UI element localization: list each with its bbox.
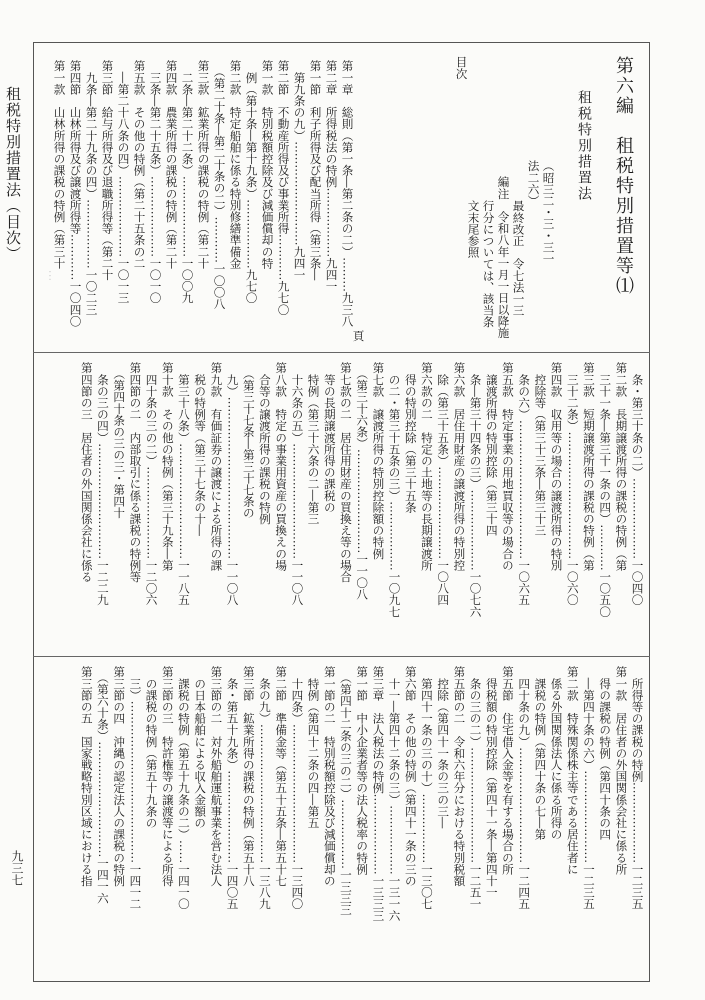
toc-entry: 第一款 山林所得の課税の特例（第三十 [52,60,67,269]
toc-entry: 条―第三十四条の三）…………………一〇七六 [468,362,483,618]
toc-entry: 係る外国関係法人に係る所得の [549,666,564,840]
toc-band-lower [40,666,645,968]
toc-entry: 三）……………………………………一四一二 [128,666,143,910]
toc-entry: 等の長期譲渡所得の課税の [322,362,337,513]
toc-entry: 特例（第三十六条の二―第三 [306,362,321,525]
toc-entry: 第五節 住宅借入金等を有する場合の所 [500,666,515,875]
toc-entry: の二・第三十五条の三）………………一〇九七 [387,362,402,618]
toc-entry: （第六十条）…………………………一四一六 [95,666,110,904]
toc-entry: 条の六）………………………………一〇六五 [517,362,532,606]
toc-entry: 第一節 中小企業者等の法人税率の特例 [355,666,370,875]
toc-entry: 第二節 不動産所得及び事業所得…………九七〇 [276,60,291,316]
toc-entry: 条の三の二）…………………………一二五一 [468,666,483,910]
toc-entry: 第六款の二 特定の土地等の長期譲渡所 [419,362,434,571]
toc-entry: 第三款 短期譲渡所得の課税の特例（第 [581,362,596,571]
band-divider-upper [33,352,650,353]
toc-entry: 除（第三十五条）……………………一〇八四 [436,362,451,606]
toc-entry: 課税の特例（第五十九条の二）……一四一〇 [176,666,191,910]
toc-entry: 得の特別控除（第三十五条 [403,362,418,513]
law-number-line-1: （昭三二・三・三一 [541,160,556,265]
toc-band-upper [40,60,355,345]
part-title: 第六編 租税特別措置等⑴ [613,56,634,296]
toc-entry: 二条―第二十二条）…………………一〇〇九 [180,60,195,304]
toc-entry: 四十条の九）…………………………一二四五 [517,666,532,910]
law-number-line-2: 法二六） [526,160,541,207]
toc-entry: 十四条）………………………………一三四〇 [290,666,305,910]
toc-entry: 九）……………………………………一一〇八 [225,362,240,606]
toc-entry: 第二章 所得税法の特例………………九四一 [324,60,339,292]
toc-entry: 第三章 法人税法の特例…………………一三三三 [371,666,386,922]
editor-note-line-3: 文末尾参照 [466,200,481,258]
toc-entry: （第三十七条―第三十七条の [241,362,256,519]
toc-entry: 譲渡所得の特別控除（第三十四 [484,362,499,536]
bleed-through-mark: ︙ [43,270,56,281]
toc-band-middle [40,362,645,647]
toc-entry: 十一―第四十二条の三）………………一三一六 [387,666,402,922]
toc-entry: （第四十二条の三の二）………………一三三三 [338,666,353,916]
toc-entry: 第三款 鉱業所得の課税の特例（第二十 [196,60,211,269]
toc-entry: ―第二十八条の四）…………………一〇一三 [116,60,131,304]
toc-entry: の日本船舶による収入金額の [193,666,208,829]
toc-entry: 第一節 利子所得及び配当所得（第三条― [308,60,323,281]
toc-entry: 第三節の三 特許権等の譲渡等による所得 [160,666,175,887]
toc-entry: 第九条の九）………………………九四一 [292,60,307,281]
toc-entry: 税の特例等（第三十七条の十― [193,362,208,536]
toc-entry: 得の課税の特例（第四十条の四 [598,666,613,840]
toc-entry: 合等の譲渡所得の課税の特例 [257,362,272,525]
toc-entry: 十六条の五）…………………………一一〇八 [290,362,305,606]
toc-entry: 第四節の三 居住者の外国関係会社に係る [79,362,94,583]
toc-entry: 第二款 特定船舶に係る特別修繕準備金 [228,60,243,269]
toc-entry: 控除（第四十一条の三の三― [436,666,451,829]
toc-entry: 条の三の四）…………………………一二二九 [95,362,110,606]
toc-entry: （第二十条―第二十条の二）…………一〇〇八 [212,60,227,310]
toc-entry: 第六款 居住用財産の譲渡所得の特別控 [452,362,467,571]
toc-entry: 条・第五十九条）……………………一四〇五 [225,666,240,910]
toc-entry: 四十条の三の二）……………………一二〇六 [144,362,159,606]
toc-entry: 三十一条―第三十一条の四）…………一〇五〇 [598,362,613,618]
toc-entry: 九条―第二十九条の四）………………一〇二三 [84,60,99,316]
toc-entry: 第四十一条の三の十）………………一三〇七 [419,666,434,910]
toc-entry: の課税の特例（第五十九条の [144,666,159,829]
toc-entry: ―第四十条の六）……………………一二三五 [581,666,596,910]
page-number: 九三七 [10,850,24,886]
toc-entry: 得税額の特別控除（第四十一条―第四十一 [484,666,499,898]
toc-entry: 第八款 特定の事業用資産の買換えの場 [274,362,289,571]
toc-entry: 第四節の二 内部取引に係る課税の特例等 [128,362,143,583]
toc-heading: 目次 [454,56,469,80]
toc-entry: 控除等（第三十三条―第三十三 [533,362,548,536]
toc-entry: 第一款 居住者の外国関係会社に係る所 [614,666,629,875]
toc-entry: 第七款 譲渡所得の特別控除額の特例 [371,362,386,560]
toc-entry: （第三十六条）………………………一一〇八 [355,362,370,600]
toc-entry: 第四款 農業所得の課税の特例（第二十 [164,60,179,269]
toc-entry: 第三節 給与所得及び退職所得等（第二十 [100,60,115,281]
toc-entry: 第三十八条）…………………………一一八五 [176,362,191,606]
toc-entry: 例（第十条―第十九条）………………九七〇 [244,60,259,304]
toc-entry: 第三節の四 沖縄の認定法人の課税の特例 [112,666,127,887]
toc-entry: （第四十条の三の三・第四十 [112,362,127,519]
running-head: 租税特別措置法（目次） [4,86,22,262]
toc-entry: 第二節 準備金等（第五十五条―第五十七 [274,666,289,887]
editor-note-line-2: 行分については、該当条 [481,200,496,328]
band-divider-lower [33,656,650,657]
toc-entry: 三十二条）……………………………一〇六〇 [565,362,580,606]
toc-entry: 第一章 総則（第一条―第二条の二）………九三八 [340,60,355,327]
editor-note-line-1: 編注 令和八年一月一日以降施 [496,176,511,339]
toc-entry: 第三節 鉱業所得の課税の特例（第五十八 [241,666,256,887]
toc-entry: 特例（第四十二条の四―第五 [306,666,321,829]
toc-entry: 第三節の五 国家戦略特別区域における指 [79,666,94,887]
toc-entry: 条の九）………………………………一三八九 [257,666,272,910]
toc-entry: 課税の特例（第四十条の七―第 [533,666,548,840]
law-title: 租税特別措置法 [576,90,592,202]
toc-entry: 条・第三十条の二）…………………一〇四〇 [630,362,645,606]
toc-entry: 第七款の二 居住用財産の買換え等の場合 [338,362,353,583]
last-amendment: 最終改正 令七法一三 [511,200,526,316]
toc-entry: 第五款 その他の特例（第二十五条の二 [132,60,147,269]
toc-entry: 第四節 山林所得及び譲渡所得等…………一〇四〇 [68,60,83,327]
toc-entry: 所得等の課税の特例…………………一二三五 [630,666,645,910]
toc-entry: 第六節 その他の特例（第四十一条の三の [403,666,418,887]
toc-entry: 第二款 長期譲渡所得の課税の特例（第 [614,362,629,571]
toc-entry: 三条―第二十五条）…………………一〇一〇 [148,60,163,304]
toc-entry: 第五款 特定事業の用地買収等の場合の [500,362,515,571]
toc-entry: 第九款 有価証券の譲渡による所得の課 [209,362,224,571]
toc-entry: 第十款 その他の特例（第三十九条―第 [160,362,175,571]
toc-entry: 第二款 特殊関係株主等である居住者に [565,666,580,875]
toc-entry: 第一節の二 特別税額控除及び減価償却の [322,666,337,887]
toc-entry: 第四款 収用等の場合の譲渡所得の特別 [549,362,564,571]
toc-entry: 第一款 特別税額控除及び減価償却の特 [260,60,275,269]
toc-page-column-label: 頁 [351,330,366,342]
toc-entry: 第三節の二 対外船舶運航事業を営む法人 [209,666,224,887]
toc-entry: 第五節の二 令和六年分における特別税額 [452,666,467,887]
